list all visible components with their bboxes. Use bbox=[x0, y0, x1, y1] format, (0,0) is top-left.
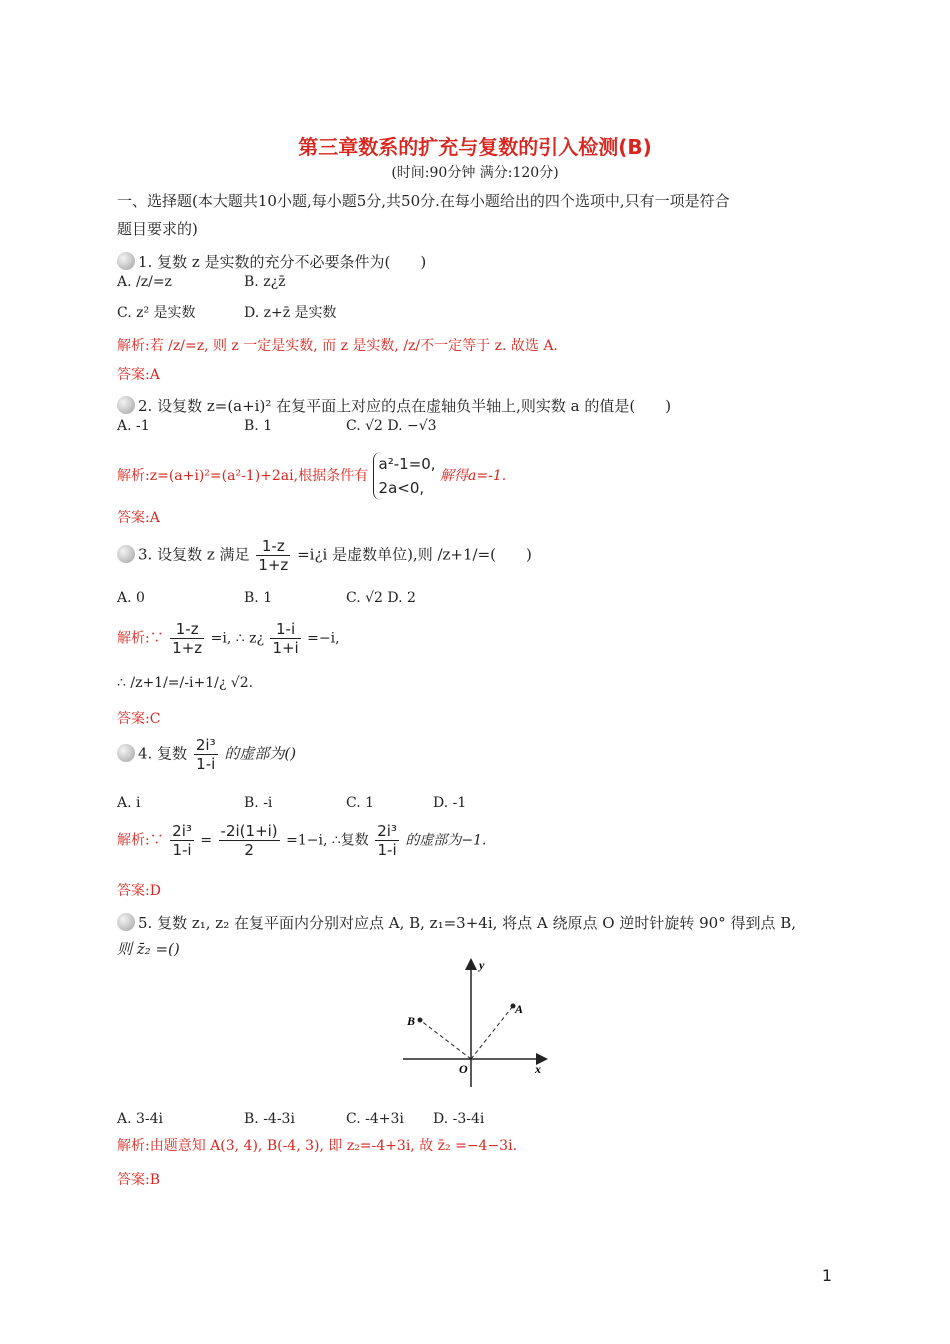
question-1-answer: 答案:A bbox=[117, 367, 160, 383]
segment-ob bbox=[420, 1020, 471, 1059]
question-3-analysis-line2: ∴ /z+1/=/-i+1/¿ √2. bbox=[117, 675, 254, 691]
question-5-stem-line2: 则 z̄₂ =() bbox=[117, 940, 180, 958]
question-4-option-c: C. 1 bbox=[346, 795, 375, 811]
question-2-stem: 2. 设复数 z=(a+i)² 在复平面上对应的点在虚轴负半轴上,则实数 a 的值是( ) bbox=[117, 395, 671, 416]
question-1-stem: 1. 复数 z 是实数的充分不必要条件为( ) bbox=[117, 251, 426, 272]
page-subtitle: (时间:90分钟 满分:120分) bbox=[391, 165, 559, 181]
question-1-option-c: C. z² 是实数 bbox=[117, 305, 196, 321]
question-2-option-a: A. -1 bbox=[117, 418, 150, 434]
segment-oa bbox=[471, 1006, 513, 1059]
fraction: $\frac{1-i}{1+i}$ bbox=[272, 620, 299, 657]
question-4-answer: 答案:D bbox=[117, 883, 161, 899]
point-b bbox=[418, 1018, 423, 1023]
question-5-option-c: C. -4+3i bbox=[346, 1111, 404, 1127]
fraction: $\frac{\text{2i³}}{1-i}$ bbox=[172, 822, 192, 859]
page-number: 1 bbox=[821, 1266, 832, 1285]
point-a-label: A bbox=[515, 1002, 524, 1016]
question-5-option-a: A. 3-4i bbox=[117, 1111, 164, 1127]
question-4-analysis: 解析:∵ $\frac{\text{2i³}}{1-i}$ = $\frac{-2i(1+i)}{2}$ =1−i, ∴复数 $\frac{\text{2i³}}{1-i}$ 的虚部为−1. bbox=[117, 822, 487, 859]
question-3-option-a: A. 0 bbox=[117, 590, 145, 606]
section-heading-line2: 题目要求的) bbox=[117, 220, 198, 238]
question-5-option-d: D. -3-4i bbox=[433, 1111, 485, 1127]
question-5-answer: 答案:B bbox=[117, 1172, 161, 1188]
question-5-analysis: 解析:由题意知 A(3, 4), B(-4, 3), 即 z₂=-4+3i, 故 z̄₂ =−4−3i. bbox=[117, 1138, 518, 1154]
fraction: $\frac{\text{2i³}}{1-i}$ bbox=[195, 736, 216, 773]
question-3-stem: 3. 设复数 z 满足 $\frac{1-z}{1+z}$ =i¿i 是虚数单位),则 /z+1/=( ) bbox=[117, 537, 532, 574]
question-bullet-icon bbox=[117, 396, 135, 414]
question-4-option-b: B. -i bbox=[244, 795, 273, 811]
question-1-option-d: D. z+z̄ 是实数 bbox=[244, 305, 337, 321]
x-axis-label: x bbox=[535, 1062, 541, 1076]
coordinate-figure bbox=[395, 955, 555, 1090]
question-bullet-icon bbox=[117, 252, 135, 270]
question-1-analysis: 解析:若 /z/=z, 则 z 一定是实数, 而 z 是实数, /z/不一定等于 z. 故选 A. bbox=[117, 338, 558, 354]
question-3-option-b: B. 1 bbox=[244, 590, 273, 606]
question-4-option-a: A. i bbox=[117, 795, 141, 811]
question-4-option-d: D. -1 bbox=[433, 795, 467, 811]
question-3-analysis: 解析:∵ $\frac{1-z}{1+z}$ =i, ∴ z¿ $\frac{1-i}{1+i}$ =−i, bbox=[117, 620, 340, 657]
question-2-option-cd: C. √2 D. −√3 bbox=[346, 418, 437, 434]
question-2-option-b: B. 1 bbox=[244, 418, 273, 434]
fraction: $\frac{-2i(1+i)}{2}$ bbox=[220, 822, 278, 859]
origin-label: O bbox=[459, 1062, 468, 1076]
point-b-label: B bbox=[407, 1014, 416, 1028]
question-1-option-b: B. z¿z̄ bbox=[244, 274, 286, 290]
question-2-analysis: 解析:z=(a+i)²=(a²-1)+2ai,根据条件有 a²-1=0, 2a<0, 解得a=-1. bbox=[117, 452, 506, 500]
question-bullet-icon bbox=[117, 744, 135, 762]
question-3-answer: 答案:C bbox=[117, 711, 161, 727]
question-4-stem: 4. 复数 $\frac{\text{2i³}}{1-i}$ 的虚部为() bbox=[117, 736, 296, 773]
question-2-answer: 答案:A bbox=[117, 510, 160, 526]
condition-brace: a²-1=0, 2a<0, bbox=[373, 452, 436, 500]
fraction: $\frac{\text{2i³}}{1-i}$ bbox=[377, 822, 397, 859]
question-1-option-a: A. /z/=z bbox=[117, 274, 172, 290]
question-bullet-icon bbox=[117, 913, 135, 931]
fraction: $\frac{1-z}{1+z}$ bbox=[258, 537, 289, 574]
fraction: $\frac{1-z}{1+z}$ bbox=[172, 620, 203, 657]
section-heading-line1: 一、选择题(本大题共10小题,每小题5分,共50分.在每小题给出的四个选项中,只有一项是符合 bbox=[117, 192, 730, 210]
question-5-stem: 5. 复数 z₁, z₂ 在复平面内分别对应点 A, B, z₁=3+4i, 将点 A 绕原点 O 逆时针旋转 90° 得到点 B, bbox=[117, 912, 796, 933]
question-5-option-b: B. -4-3i bbox=[244, 1111, 295, 1127]
question-3-option-cd: C. √2 D. 2 bbox=[346, 590, 416, 606]
page-title: 第三章数系的扩充与复数的引入检测(B) bbox=[298, 135, 652, 159]
y-axis-label: y bbox=[479, 958, 485, 972]
question-bullet-icon bbox=[117, 545, 135, 563]
